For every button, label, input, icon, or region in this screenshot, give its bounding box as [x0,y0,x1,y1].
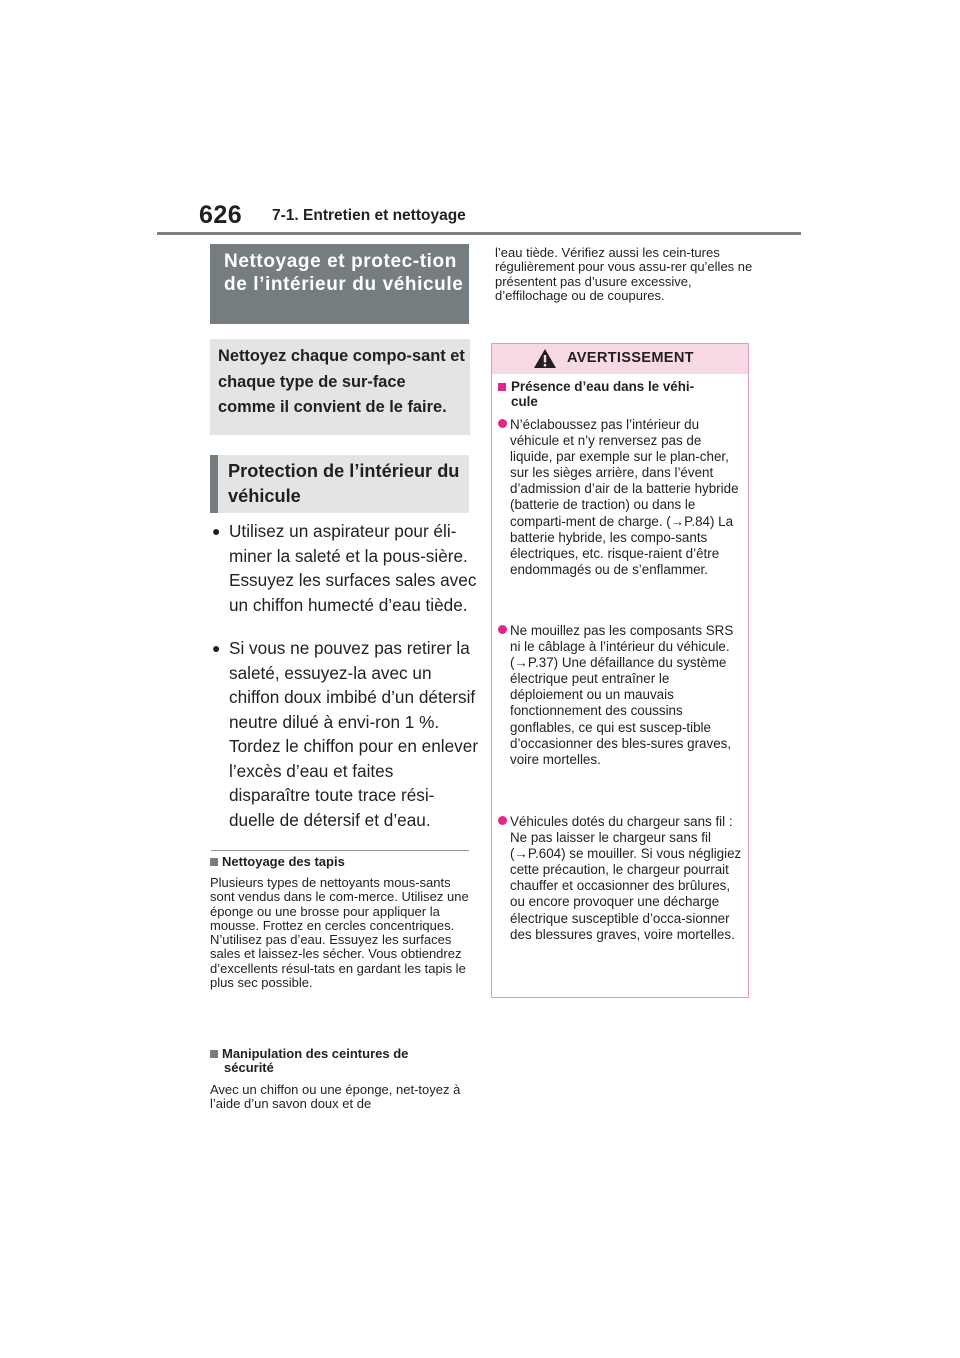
bullet-text: Utilisez un aspirateur pour éli-miner la saleté et la pous-sière. Essuyez les surfaces sales avec un chiffon humecté d’eau tiède. [229,521,477,615]
warning-item-text: Véhicules dotés du chargeur sans fil : Ne pas laisser le chargeur sans fil (→P.604) se mouiller. Si vous négligiez cette précaution, le chargeur pourrait chauffer et occasionner des brûlures, ou encore provoquer une décharge électrique susceptible d’occa-sionner des blessures graves, voire mortelles. [510,814,742,942]
section-heading-accent-bar [210,455,218,513]
intro-text: Nettoyez chaque compo-sant et chaque type de sur-face comme il convient de le faire. [218,347,465,416]
warning-subheading [498,380,738,409]
section-divider [211,850,469,851]
warning-item-text: N’éclaboussez pas l’intérieur du véhicule et n’y renversez pas de liquide, par exemple sur le plan-cher, sur les sièges arrière, dans l’évent d’admission d’air de la batterie hybride (batterie de traction) ou dans le comparti-ment de charge. (→P.84) La batterie hybride, les compo-sants électriques, etc. risque-raient d’être endommagés ou de s’enflammer. [510,417,739,577]
page-number: 626 [199,201,243,229]
bullet-dot-icon: ● [212,523,221,539]
bullet-dot-icon: ● [212,640,221,656]
chapter-banner-title: Nettoyage et protec-tion de l’intérieur du véhicule [224,251,464,295]
warning-box [491,343,749,998]
intro-box [210,339,470,435]
bullet-text-part: Si vous ne pouvez pas retirer la saleté, essuyez-la avec un chiffon doux imbibé d’un détersif neutre dilué à envi-ron 1 %. [229,638,476,732]
subsection-heading [210,855,472,869]
subsection-heading-text: Manipulation des ceintures de [222,1046,409,1061]
section-heading: Protection de l’intérieur du véhicule [228,461,460,506]
bullet-dot-icon [498,625,507,634]
bullet-text [229,636,479,832]
chapter-banner [210,244,469,324]
warning-subheading-text: Présence d’eau dans le véhi- [511,379,695,394]
warning-header [492,344,748,374]
header-divider [157,232,801,235]
continued-body-text: l’eau tiède. Vérifiez aussi les cein-tures régulièrement pour vous assu-rer qu’elles ne présentent pas d’usure excessive, d’effilochage ou de coupures. [495,245,753,303]
subsection-body: Avec un chiffon ou une éponge, net-toyez à l’aide d’un savon doux et de [210,1082,461,1112]
bullet-text-part: Tordez le chiffon pour en enlever l’excès d’eau et faites disparaître toute trace rési-duelle de détersif et d’eau. [229,736,479,830]
bullet-dot-icon [498,419,507,428]
subsection-body: Plusieurs types de nettoyants mous-sants sont vendus dans le com-merce. Utilisez une éponge ou une brosse pour appliquer la mousse. Frottez en cercles concentriques. N’utilisez pas d’eau. Essuyez les surfaces sales et laissez-les sécher. Vous obtiendrez d’excellents résul-tats en gardant les tapis le plus sec possible. [210,875,469,991]
subsection-heading [210,1047,472,1075]
warning-title: AVERTISSEMENT [567,350,694,366]
warning-triangle-icon [533,348,557,369]
warning-item-text: Ne mouillez pas les composants SRS ni le câblage à l’intérieur du véhicule. (→P.37) Une défaillance du système électrique peut entraîner le déploiement ou un mauvais fonctionnement des coussins gonflables, ce qui est suscep-tible d’occasionner des bles-sures graves, voire mortelles. [510,623,734,767]
section-title: 7-1. Entretien et nettoyage [272,207,466,224]
subsection-heading-text: Nettoyage des tapis [222,854,345,869]
square-bullet-icon [498,383,506,391]
square-bullet-icon [210,858,218,866]
subsection-heading-text: sécurité [224,1060,274,1075]
warning-subheading-text: cule [511,393,538,409]
bullet-dot-icon [498,816,507,825]
square-bullet-icon [210,1050,218,1058]
section-heading-box [210,455,469,513]
